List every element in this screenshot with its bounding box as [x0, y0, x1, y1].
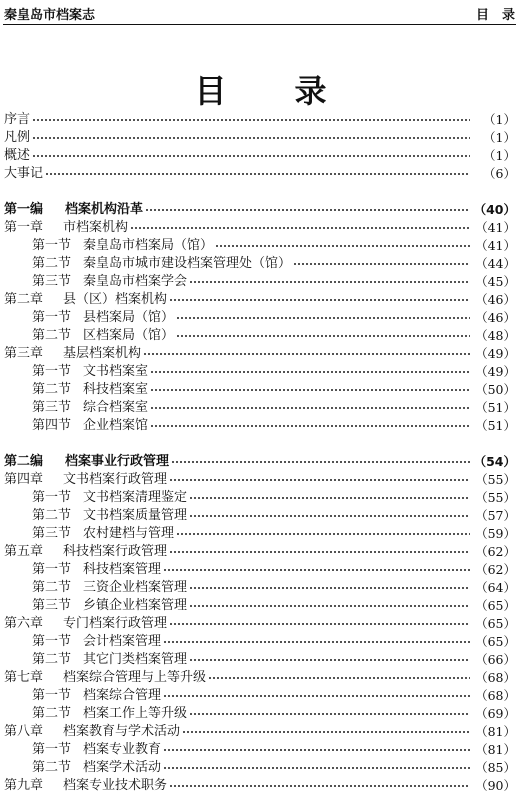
toc-entry-title: 文书档案室 [83, 364, 149, 379]
dot-leader [171, 456, 470, 468]
toc-entry-number: 第一节 [32, 634, 72, 649]
dot-leader [163, 744, 470, 756]
toc-entry-title: 档案综合管理与上等升级 [63, 670, 207, 685]
toc-entry-title: 科技档案室 [83, 382, 149, 397]
dot-leader [189, 276, 470, 288]
toc-entry-number: 第七章 [4, 670, 44, 685]
toc-entry-page: （45） [475, 274, 516, 289]
dot-leader [293, 258, 470, 270]
toc-entry-page: （49） [475, 346, 516, 361]
toc-entry-page: （44） [475, 256, 516, 271]
dot-leader [169, 780, 470, 792]
toc-entry-page: （55） [475, 490, 516, 505]
toc-entry[interactable] [4, 777, 516, 795]
toc-entry-page: （40） [473, 202, 516, 217]
toc-entry-title: 科技档案行政管理 [63, 544, 168, 559]
dot-leader [32, 114, 470, 126]
toc-entry-title: 乡镇企业档案管理 [83, 598, 188, 613]
toc-entry-title: 县（区）档案机构 [63, 292, 168, 307]
toc-entry-number: 第一编 [4, 202, 44, 217]
toc-entry-page: （48） [475, 328, 516, 343]
toc-entry-title: 基层档案机构 [63, 346, 142, 361]
dot-leader [189, 582, 470, 594]
dot-leader [150, 384, 470, 396]
toc-entry-page: （51） [475, 418, 516, 433]
toc-entry-page: （81） [475, 724, 516, 739]
toc-entry-title: 专门档案行政管理 [63, 616, 168, 631]
toc-entry[interactable] [4, 597, 516, 615]
toc-entry-title: 档案机构沿革 [65, 202, 144, 217]
toc-entry-number: 第二章 [4, 292, 44, 307]
toc-entry-page: （1） [483, 148, 516, 163]
toc-entry-title: 文书档案清理鉴定 [83, 490, 188, 505]
toc-entry[interactable] [4, 309, 516, 327]
toc-entry-page: （64） [475, 580, 516, 595]
toc-entry-page: （46） [475, 310, 516, 325]
toc-entry[interactable] [4, 165, 516, 183]
toc-entry-title: 文书档案行政管理 [63, 472, 168, 487]
toc-entry-page: （65） [475, 616, 516, 631]
toc-entry[interactable] [4, 489, 516, 507]
header-rule [3, 24, 516, 25]
toc-entry[interactable] [4, 399, 516, 417]
toc-entry-number: 第一节 [32, 742, 72, 757]
toc-entry[interactable] [4, 219, 516, 237]
toc-entry-title: 会计档案管理 [83, 634, 162, 649]
toc-entry-number: 第四节 [32, 418, 72, 433]
dot-leader [189, 708, 470, 720]
section-spacer [4, 435, 516, 453]
toc-entry-page: （68） [475, 670, 516, 685]
toc-entry-title: 秦皇岛市城市建设档案管理处（馆） [83, 256, 292, 271]
toc-entry[interactable] [4, 129, 516, 147]
dot-leader [169, 474, 470, 486]
page-title-char-1: 目 [194, 72, 227, 110]
toc-entry-number: 第四章 [4, 472, 44, 487]
toc-entry[interactable] [4, 669, 516, 687]
dot-leader [145, 204, 470, 216]
toc-entry[interactable] [4, 327, 516, 345]
toc-entry-title: 档案综合管理 [83, 688, 162, 703]
toc-entry[interactable] [4, 723, 516, 741]
toc-entry-page: （62） [475, 562, 516, 577]
toc-entry[interactable] [4, 687, 516, 705]
dot-leader [189, 492, 470, 504]
running-head [4, 2, 515, 24]
toc-entry[interactable] [4, 201, 516, 219]
toc-entry-number: 第二节 [32, 706, 72, 721]
toc-entry-title: 档案工作上等升级 [83, 706, 188, 721]
toc-entry-number: 第一节 [32, 310, 72, 325]
toc-entry-title: 企业档案馆 [83, 418, 149, 433]
page-title [0, 66, 521, 110]
toc-entry-number: 第二节 [32, 760, 72, 775]
toc-entry[interactable] [4, 363, 516, 381]
toc-entry-page: （81） [475, 742, 516, 757]
dot-leader [32, 150, 470, 162]
dot-leader [176, 528, 470, 540]
toc-entry-page: （6） [483, 166, 516, 181]
toc-entry-title: 档案教育与学术活动 [63, 724, 181, 739]
toc-entry[interactable] [4, 147, 516, 165]
toc-entry-title: 概述 [4, 148, 31, 163]
toc-entry[interactable] [4, 237, 516, 255]
toc-entry-page: （66） [475, 652, 516, 667]
toc-entry-number: 第二节 [32, 328, 72, 343]
dot-leader [215, 240, 470, 252]
toc-entry-title: 综合档案室 [83, 400, 149, 415]
toc-entry-number: 第一章 [4, 220, 44, 235]
toc-entry-page: （50） [475, 382, 516, 397]
toc-entry-title: 农村建档与管理 [83, 526, 175, 541]
toc-entry[interactable] [4, 507, 516, 525]
toc-entry-number: 第六章 [4, 616, 44, 631]
toc-entry-number: 第二节 [32, 508, 72, 523]
toc-entry[interactable] [4, 345, 516, 363]
dot-leader [169, 546, 470, 558]
toc-entry-title: 市档案机构 [63, 220, 129, 235]
toc-entry[interactable] [4, 417, 516, 435]
toc-entry-number: 第三章 [4, 346, 44, 361]
toc-entry-number: 第二节 [32, 652, 72, 667]
toc-entry-number: 第八章 [4, 724, 44, 739]
toc-entry-number: 第二节 [32, 382, 72, 397]
dot-leader [176, 312, 470, 324]
dot-leader [163, 564, 470, 576]
toc-entry-page: （68） [475, 688, 516, 703]
toc-entry-page: （51） [475, 400, 516, 415]
toc-entry[interactable] [4, 291, 516, 309]
toc-entry-title: 大事记 [4, 166, 44, 181]
toc-entry-number: 第九章 [4, 778, 44, 793]
toc-entry-page: （57） [475, 508, 516, 523]
toc-entry-title: 档案专业技术职务 [63, 778, 168, 793]
toc-entry-page: （55） [475, 472, 516, 487]
toc-entry-page: （85） [475, 760, 516, 775]
toc-entry[interactable] [4, 381, 516, 399]
toc-entry[interactable] [4, 759, 516, 777]
toc-entry-title: 档案事业行政管理 [65, 454, 170, 469]
toc-entry[interactable] [4, 255, 516, 273]
toc-entry[interactable] [4, 453, 516, 471]
toc-entry[interactable] [4, 111, 516, 129]
dot-leader [130, 222, 470, 234]
toc-entry-page: （59） [475, 526, 516, 541]
section-spacer [4, 183, 516, 201]
dot-leader [169, 618, 470, 630]
toc-entry-page: （41） [475, 238, 516, 253]
table-of-contents [4, 111, 516, 795]
page-title-char-2: 录 [294, 72, 327, 110]
dot-leader [163, 636, 470, 648]
toc-entry-number: 第五章 [4, 544, 44, 559]
toc-entry-page: （62） [475, 544, 516, 559]
dot-leader [45, 168, 470, 180]
toc-entry-title: 秦皇岛市档案学会 [83, 274, 188, 289]
toc-entry-title: 文书档案质量管理 [83, 508, 188, 523]
dot-leader [150, 420, 470, 432]
toc-entry-page: （69） [475, 706, 516, 721]
toc-entry-title: 凡例 [4, 130, 31, 145]
toc-entry-title: 其它门类档案管理 [83, 652, 188, 667]
toc-entry-page: （65） [475, 598, 516, 613]
toc-entry[interactable] [4, 543, 516, 561]
toc-entry-number: 第一节 [32, 238, 72, 253]
dot-leader [150, 402, 470, 414]
toc-entry[interactable] [4, 741, 516, 759]
dot-leader [169, 294, 470, 306]
toc-entry[interactable] [4, 471, 516, 489]
toc-entry-number: 第一节 [32, 490, 72, 505]
toc-entry-number: 第三节 [32, 598, 72, 613]
toc-entry-page: （65） [475, 634, 516, 649]
toc-entry-number: 第二编 [4, 454, 44, 469]
toc-entry-number: 第三节 [32, 526, 72, 541]
toc-entry-number: 第一节 [32, 688, 72, 703]
toc-entry-title: 科技档案管理 [83, 562, 162, 577]
toc-entry-page: （1） [483, 112, 516, 127]
toc-entry-number: 第三节 [32, 400, 72, 415]
toc-entry-title: 秦皇岛市档案局（馆） [83, 238, 214, 253]
dot-leader [182, 726, 470, 738]
dot-leader [208, 672, 470, 684]
toc-entry[interactable] [4, 579, 516, 597]
toc-entry[interactable] [4, 705, 516, 723]
dot-leader [189, 510, 470, 522]
toc-entry-number: 第二节 [32, 580, 72, 595]
toc-entry-title: 县档案局（馆） [83, 310, 175, 325]
toc-entry-number: 第一节 [32, 364, 72, 379]
toc-entry-title: 档案专业教育 [83, 742, 162, 757]
toc-entry[interactable] [4, 561, 516, 579]
dot-leader [32, 132, 470, 144]
toc-entry-page: （46） [475, 292, 516, 307]
dot-leader [176, 330, 470, 342]
toc-entry-page: （49） [475, 364, 516, 379]
toc-entry[interactable] [4, 273, 516, 291]
section-label: 目 录 [475, 7, 515, 23]
toc-entry[interactable] [4, 633, 516, 651]
toc-entry[interactable] [4, 615, 516, 633]
dot-leader [163, 690, 470, 702]
toc-entry[interactable] [4, 651, 516, 669]
toc-entry-title: 档案学术活动 [83, 760, 162, 775]
toc-entry-title: 区档案局（馆） [83, 328, 175, 343]
toc-entry-number: 第一节 [32, 562, 72, 577]
toc-entry-title: 三资企业档案管理 [83, 580, 188, 595]
toc-entry-page: （54） [473, 454, 516, 469]
toc-entry-page: （1） [483, 130, 516, 145]
dot-leader [189, 654, 470, 666]
dot-leader [189, 600, 470, 612]
toc-entry-number: 第三节 [32, 274, 72, 289]
toc-entry-page: （90） [475, 778, 516, 793]
toc-entry-number: 第二节 [32, 256, 72, 271]
toc-entry[interactable] [4, 525, 516, 543]
dot-leader [150, 366, 470, 378]
book-title: 秦皇岛市档案志 [4, 7, 96, 23]
dot-leader [143, 348, 470, 360]
toc-entry-page: （41） [475, 220, 516, 235]
toc-entry-title: 序言 [4, 112, 31, 127]
